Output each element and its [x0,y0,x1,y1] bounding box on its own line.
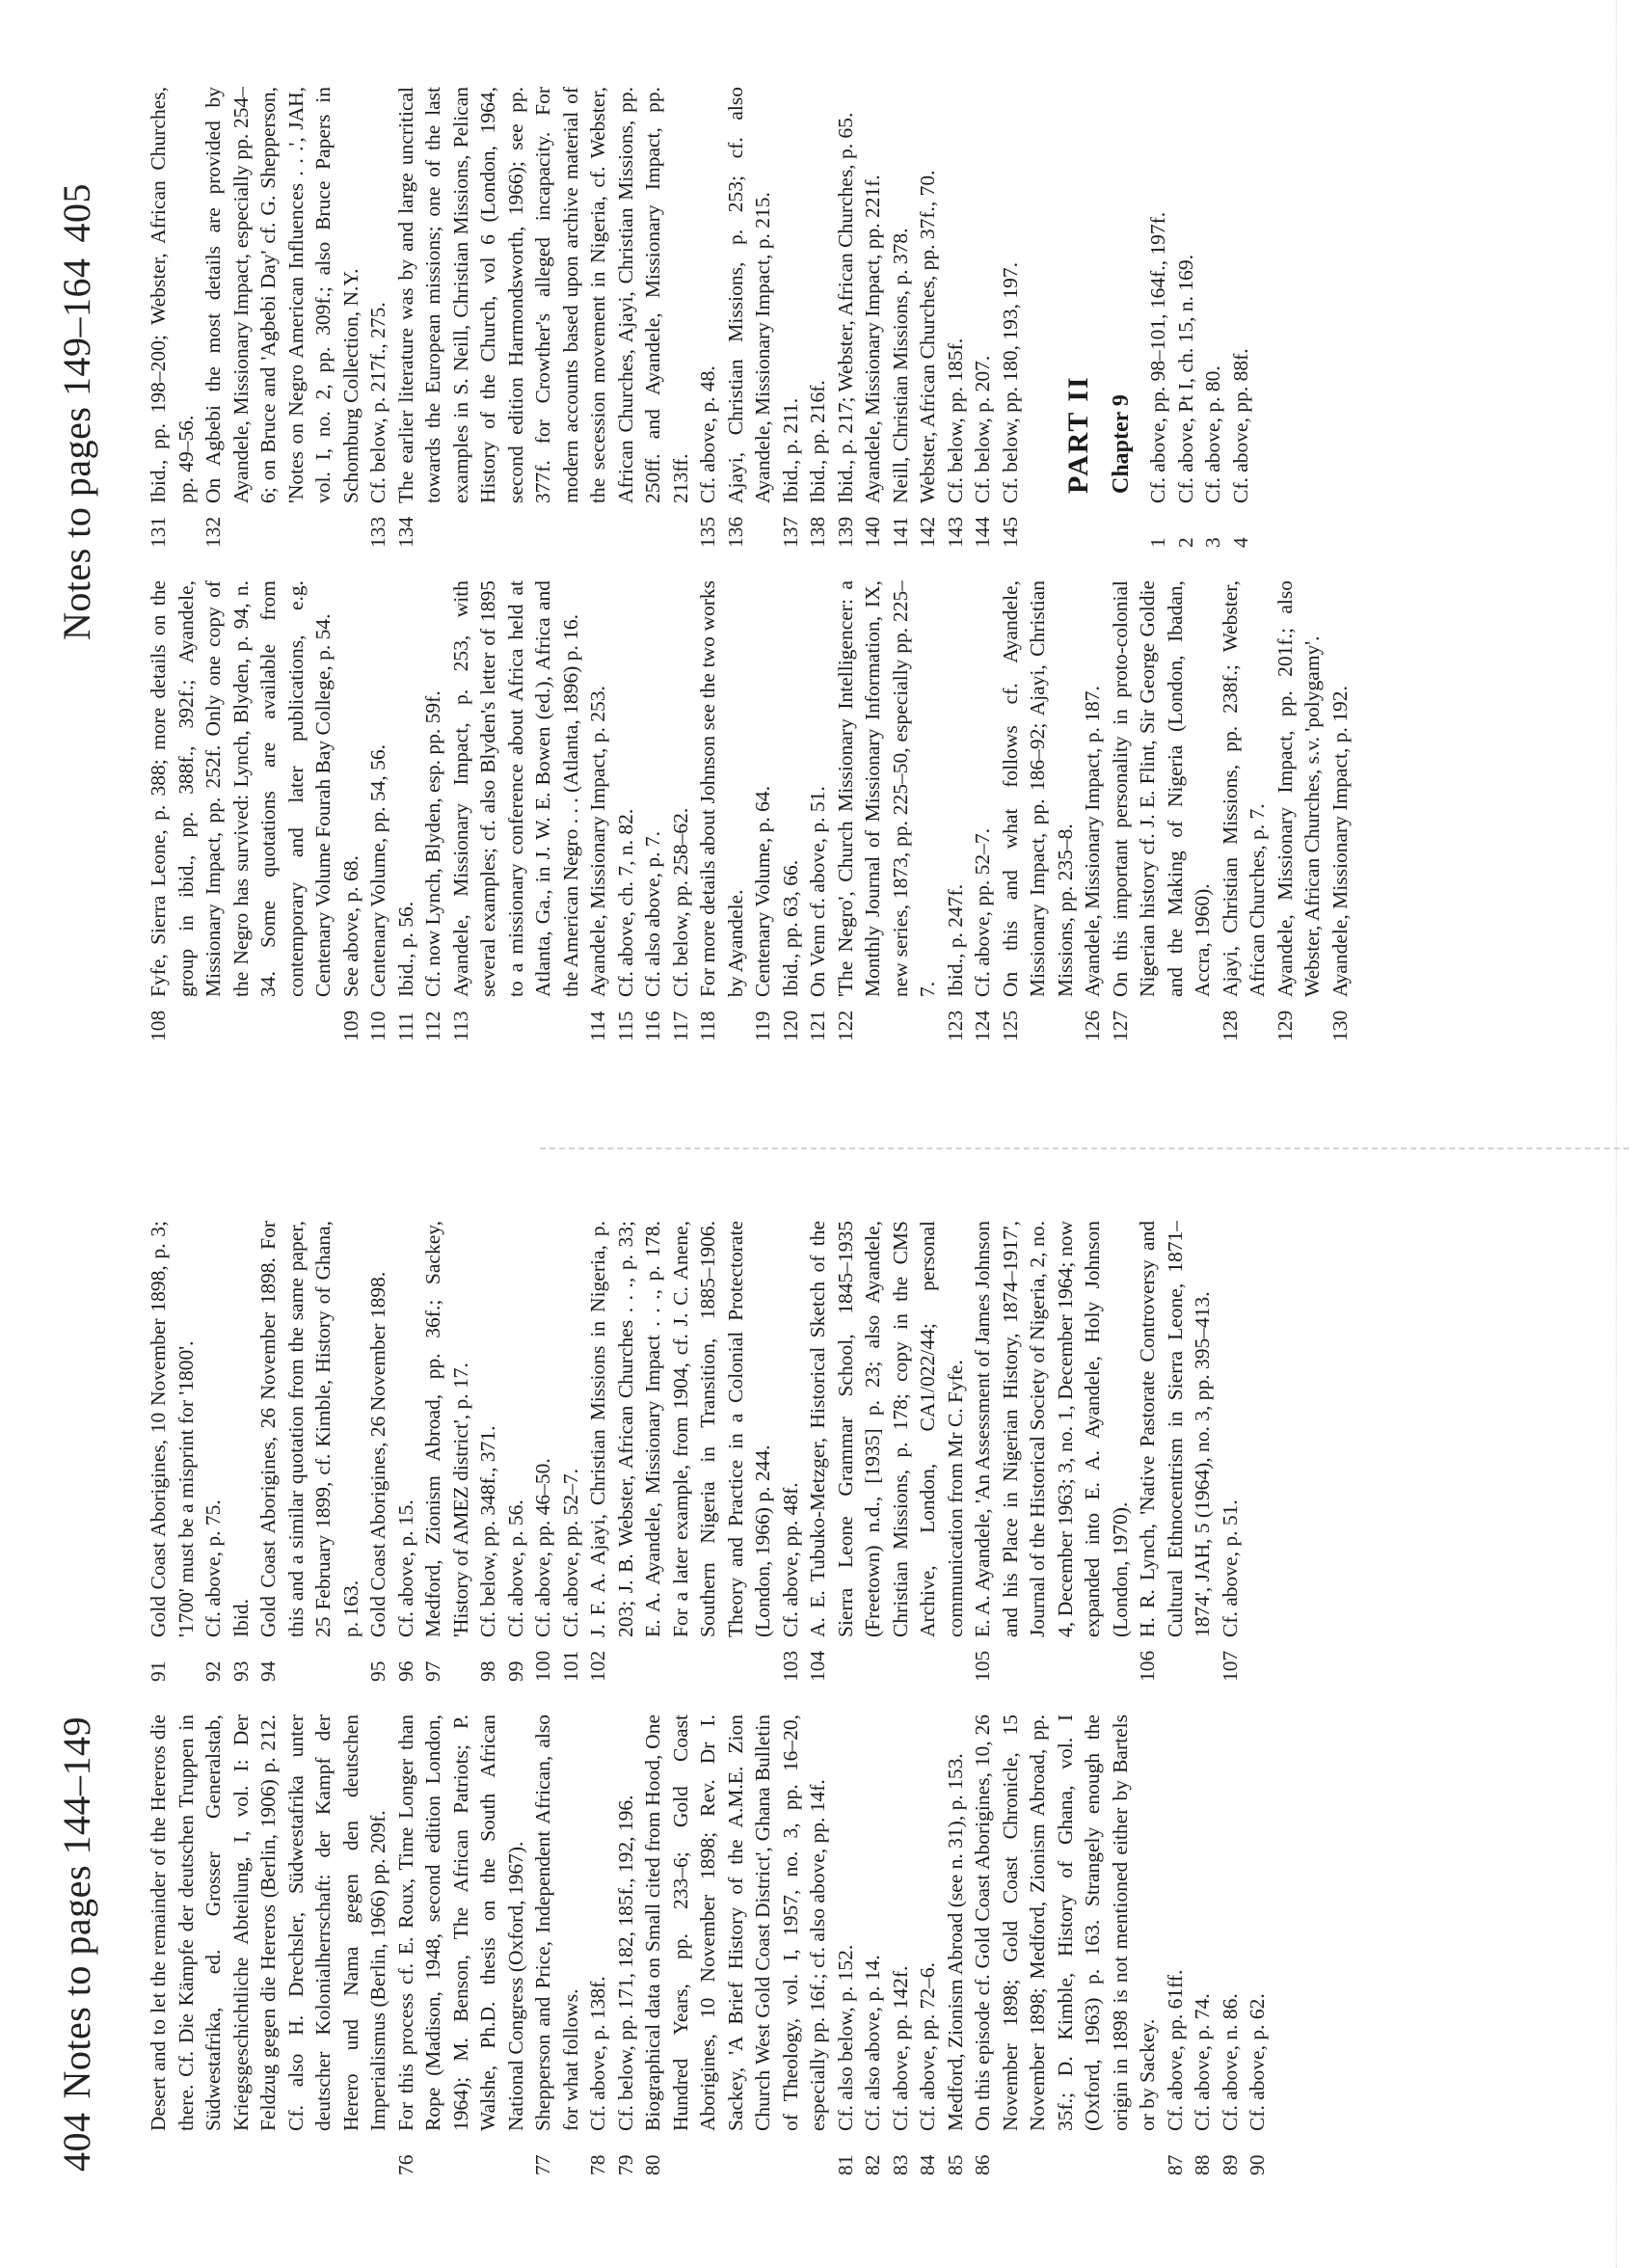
chapter-9-notes [1144,87,1254,548]
note-number: 137 [778,516,802,548]
note-text: Ibid., pp. 198–200; Webster, African Churches, pp. 49–56. [147,87,198,503]
note-item [1107,580,1217,1041]
note-item [722,87,777,548]
note-number: 145 [998,516,1022,548]
note-number: 103 [778,1650,802,1682]
note-text: Cf. above, p. 75. [201,1499,225,1637]
note-item [1272,580,1327,1041]
note-number: 90 [1246,2154,1269,2175]
note-item [337,580,365,1041]
note-number: 88 [1191,2154,1214,2175]
left-running-head-title: Notes to pages 144–149 [55,1715,98,2099]
note-item [804,1221,969,1682]
note-number: 114 [586,1011,609,1041]
note-number: 94 [256,1660,280,1682]
note-item [667,580,695,1041]
note-item [969,580,997,1041]
note-number: 124 [971,1010,994,1041]
note-text: Cf. above, p. 51. [1218,1499,1242,1637]
note-number: 85 [943,2154,967,2175]
note-item [1162,1714,1190,2175]
note-item [474,1221,502,1682]
note-text: Ajayi, Christian Missions, pp. 238f.; Webster, African Churches, p. 7. [1218,580,1269,997]
note-item [1217,1714,1245,2175]
note-text: For more details about Johnson see the two works by Ayandele. [696,580,747,997]
note-text: See above, p. 68. [338,855,362,997]
note-number: 3 [1201,537,1224,548]
note-text: Cf. above, n. 86. [1218,1993,1242,2131]
note-number: 108 [147,1010,170,1041]
note-text: H. R. Lynch, 'Native Pastorate Controversy and Cultural Ethnocentrism in Sierra Leone, 1871–1874', JAH, 5 (1964), no. 3, pp. 395–413. [1136,1221,1214,1637]
note-text: Ayandele, Missionary Impact, p. 192. [1327,686,1352,997]
note-item [1217,580,1272,1041]
note-number: 127 [1108,1010,1132,1041]
note-number: 115 [613,1011,637,1041]
note-text: Cf. above, p. 15. [393,1499,417,1637]
note-number: 76 [393,2154,417,2175]
note-text: Centenary Volume, p. 64. [751,786,774,997]
note-number: 102 [586,1650,609,1682]
note-number: 109 [338,1010,362,1041]
note-item [502,1221,530,1682]
note-number: 144 [971,516,994,548]
note-text: Ibid. [228,1598,253,1637]
note-text: Cf. also above, p. 14. [861,1955,884,2131]
note-number: 126 [1081,1010,1104,1041]
note-item [1144,87,1172,548]
note-number: 101 [558,1650,582,1682]
note-number: 87 [1163,2154,1187,2175]
note-number: 116 [641,1011,664,1041]
note-item [887,1714,915,2175]
note-item [859,1714,887,2175]
note-item [887,87,915,548]
note-item [914,1714,942,2175]
note-item [392,1714,530,2175]
note-item [584,580,612,1041]
note-text: J. F. A. Ajayi, Christian Missions in Nigeria, p. 203; J. B. Webster, African Churches . . ., p. 33; E. A. Ayandele, Missionary Impact . . ., p. 178. For a later example, from 1904, cf. J. C. Anene, Southern Nigeria in Transition, 1885–1906. Theory and Practice in a Colonial Protectorate (London, 1966) p. 244. [586,1221,774,1637]
note-item [447,580,585,1041]
note-number: 98 [476,1660,499,1682]
note-text: Ayandele, Missionary Impact, p. 253, with several examples; cf. also Blyden's letter of 1895 to a missionary conference about Africa held at Atlanta, Ga., in J. W. E. Bowen (ed.), Africa and the American Negro . . . (Atlanta, 1896) p. 16. [448,580,582,997]
note-number: 106 [1136,1650,1159,1682]
note-text: Ayandele, Missionary Impact, p. 187. [1081,686,1104,997]
note-item [145,87,200,548]
note-item [1227,87,1255,548]
note-text: Cf. above, pp. 98–101, 164f., 197f. [1146,211,1169,503]
note-text: Gold Coast Aborigines, 26 November 1898. For this and a similar quotation from the same paper, 25 February 1899, cf. Kimble, History of Ghana, p. 163. [256,1221,362,1637]
note-text: Cf. below, pp. 171, 182, 185f., 192, 196. [613,1795,637,2131]
note-text: Cf. below, pp. 180, 193, 197. [998,261,1022,503]
note-number: 121 [806,1010,829,1041]
note-text: Ayandele, Missionary Impact, pp. 201f.; also Webster, African Churches, s.v. 'polygamy'. [1273,580,1324,997]
note-item [1134,1221,1217,1682]
note-text: Centenary Volume, pp. 54, 56. [366,744,389,997]
note-text: On this and what follows cf. Ayandele, Missionary Impact, pp. 186–92; Ajayi, Christian Missions, pp. 235–8. [998,580,1077,997]
note-number: 113 [448,1011,472,1041]
note-item [364,580,392,1041]
note-text: 'The Negro', Church Missionary Intelligencer: a Monthly Journal of Missionary Information, IX, new series, 1873, pp. 225–50, especially pp. 225–7. [833,580,939,997]
note-item [392,1221,420,1682]
note-text: On Agbebi the most details are provided by Ayandele, Missionary Impact, especially pp. 254–6; on Bruce and 'Agbebi Day' cf. G. Shepperson, 'Notes on Negro American Influences . . .', JAH, vol. I, no. 2, pp. 309f.; also Bruce Papers in Schomburg Collection, N.Y. [201,87,362,503]
note-text: Ayandele, Missionary Impact, pp. 221f. [861,175,884,503]
note-number: 133 [366,516,389,548]
note-number: 82 [861,2154,884,2175]
note-item [392,580,420,1041]
note-item [228,1221,255,1682]
note-number: 92 [201,1660,225,1682]
note-text: Gold Coast Aborigines, 26 November 1898. [366,1271,389,1637]
right-running-head [54,183,99,640]
note-number: 129 [1273,1010,1297,1041]
note-text: Cf. above, p. 48. [696,365,719,503]
note-text: Gold Coast Aborigines, 10 November 1898, p. 3; '1700' must be a misprint for '1800'. [147,1221,198,1637]
note-text: Cf. above, pp. 52–7. [558,1469,582,1637]
note-number: 99 [503,1660,527,1682]
note-text: Ibid., p. 217; Webster, African Churches, p. 65. [833,112,857,503]
note-item [997,87,1025,548]
note-item [969,1221,1134,1682]
note-number: 1 [1146,537,1169,548]
note-text: Medford, Zionism Abroad (see n. 31), p. 153. [943,1753,967,2131]
note-text: Cf. below, p. 217f., 275. [366,302,389,503]
note-number: 130 [1327,1010,1352,1041]
note-number: 4 [1228,537,1252,548]
note-item [777,87,805,548]
note-text: Cf. above, p. 80. [1201,365,1224,503]
left-page [0,1134,1635,2268]
note-item [694,580,749,1041]
note-item [200,87,364,548]
note-item [1217,1221,1245,1682]
right-page-column-2 [145,87,1571,548]
note-item [639,1714,832,2175]
note-item [1199,87,1227,548]
chapter-heading: Chapter 9 [1109,394,1134,494]
note-item [200,1221,228,1682]
note-number: 84 [916,2154,939,2175]
note-item [639,580,667,1041]
note-item [392,87,695,548]
note-text: Cf. above, p. 138f. [586,1976,609,2131]
left-page-number: 404 [55,2112,98,2172]
note-text: For this process cf. E. Roux, Time Longer than Rope (Madison, 1948, second edition London, 1964); M. Benson, The African Patriots; P. Walshe, Ph.D. thesis on the South African National Congress (Oxford, 1967). [393,1714,527,2131]
note-text: On Venn cf. above, p. 51. [806,786,829,997]
note-number: 120 [778,1010,802,1041]
note-item [529,1714,584,2175]
note-text: Cf. below, p. 207. [971,355,994,503]
left-running-head [54,1716,99,2172]
note-text: Cf. above, Pt I, ch. 15, n. 169. [1173,255,1197,503]
note-number: 119 [751,1011,774,1041]
note-text: Cf. below, pp. 258–62. [668,807,692,997]
note-text: Cf. below, pp. 348f., 371. [476,1425,499,1637]
note-number: 131 [147,516,170,548]
note-text: Ibid., pp. 63, 66. [778,859,802,997]
note-number: 100 [531,1650,554,1682]
note-number: 135 [696,516,719,548]
note-item [364,1221,392,1682]
note-item [694,87,722,548]
note-number: 91 [147,1660,170,1682]
note-text: Cf. also below, p. 152. [833,1944,857,2131]
note-number: 143 [943,516,967,548]
note-number: 96 [393,1660,417,1682]
note-number: 132 [201,516,225,548]
note-text: Ibid., p. 211. [778,397,802,503]
note-text: Desert and to let the remainder of the Hereros die there. Cf. Die Kämpfe der deutschen Truppen in Südwestafrika, ed. Grosser Generalstab, Kriegsgeschichtliche Abteilung, I, vol. I: Der Feldzug gegen die Hereros (Berlin, 1906) p. 212. Cf. also H. Drechsler, Südwestafrika unter deutscher Kolonialherrschaft: der Kampf der Herero und Nama gegen den deutschen Imperialismus (Berlin, 1966) pp. 209f. [147,1714,389,2131]
note-number: 97 [421,1660,444,1682]
note-text: On this episode cf. Gold Coast Aborigines, 10, 26 November 1898; Gold Coast Chronicle, 15 November 1898; Medford, Zionism Abroad, pp. 35f.; D. Kimble, History of Ghana, vol. I (Oxford, 1963) p. 163. Strangely enough the origin in 1898 is not mentioned either by Bartels or by Sackey. [971,1714,1159,2131]
right-page-number: 405 [55,183,98,243]
note-number: 2 [1173,537,1197,548]
note-text: Webster, African Churches, pp. 37f., 70. [916,170,939,503]
left-page-column-2 [145,1221,1571,1682]
note-text: Cf. above, p. 56. [503,1499,527,1637]
note-number: 104 [806,1650,829,1682]
note-item [969,87,997,548]
note-item [419,1221,474,1682]
note-item [612,580,640,1041]
note-number: 77 [531,2154,554,2175]
note-text: Ibid., p. 56. [393,901,417,997]
note-item [584,1221,777,1682]
note-number: 142 [916,516,939,548]
note-text: E. A. Ayandele, 'An Assessment of James Johnson and his Place in Nigerian History, 1874–1917', Journal of the Historical Society of Nigeria, 2, no. 4, December 1963; 3, no. 1, December 1964; now expanded into E. A. Ayandele, Holy Johnson (London, 1970). [971,1221,1132,1637]
note-item [777,580,805,1041]
note-text: Ajayi, Christian Missions, p. 253; cf. also Ayandele, Missionary Impact, p. 215. [723,87,774,503]
note-text: Neill, Christian Missions, p. 378. [888,228,912,503]
note-text: Biographical data on Small cited from Hood, One Hundred Years, pp. 233–6; Gold Coast Aborigines, 10 November 1898; Rev. Dr I. Sackey, 'A Brief History of the A.M.E. Zion Church West Gold Coast District', Ghana Bulletin of Theology, vol. I, 1957, no. 3, pp. 16–20, especially pp. 16f.; cf. also above, pp. 14f. [641,1714,829,2131]
note-item [584,1714,612,2175]
note-number: 105 [971,1650,994,1682]
note-item [942,1714,970,2175]
note-item [145,1221,200,1682]
note-number: 136 [723,516,747,548]
note-number: 81 [833,2154,857,2175]
note-item [364,87,392,548]
note-number: 139 [833,516,857,548]
note-item [1189,1714,1217,2175]
note-text: Ibid., pp. 216f. [806,380,829,503]
note-item [997,580,1080,1041]
note-text: Cf. above, pp. 52–7. [971,828,994,997]
left-page-column-1 [145,1714,1571,2175]
note-number: 80 [641,2154,664,2175]
note-item [255,1221,364,1682]
note-text: A. E. Tubuko-Metzger, Historical Sketch of the Sierra Leone Grammar School, 1845–1935 (Freetown) n.d., [1935] p. 23; also Ayandele, Christian Missions, p. 178; copy in the CMS Archive, London, CA1/022/44; personal communication from Mr C. Fyfe. [806,1221,967,1637]
note-number: 95 [366,1660,389,1682]
note-text: Cf. above, pp. 48f. [778,1482,802,1637]
note-number: 123 [943,1010,967,1041]
note-text: On this important personality in proto-colonial Nigerian history cf. J. E. Flint, Sir George Goldie and the Making of Nigeria (London, Ibadan, Accra, 1960). [1108,580,1214,997]
note-text: Ibid., p. 247f. [943,883,967,997]
note-item [969,1714,1162,2175]
note-item [859,87,887,548]
note-text: Cf. above, pp. 61ff. [1163,1969,1187,2131]
note-item [145,1714,392,2175]
note-text: Cf. above, pp. 46–50. [531,1458,554,1637]
note-item [557,1221,585,1682]
note-item [942,580,970,1041]
note-number: 78 [586,2154,609,2175]
note-number: 83 [888,2154,912,2175]
note-item [942,87,970,548]
note-item [804,580,832,1041]
note-item [419,580,447,1041]
note-number: 107 [1218,1650,1242,1682]
note-text: Cf. also above, p. 7. [641,831,664,997]
note-item [529,1221,557,1682]
note-number: 93 [228,1660,253,1682]
note-item [612,1714,640,2175]
note-item [832,1714,860,2175]
scan-edge-line [1616,0,1620,2268]
note-text: Cf. now Lynch, Blyden, esp. pp. 59f. [421,690,444,997]
note-number: 117 [668,1011,692,1041]
note-item [832,87,860,548]
note-item [1327,580,1354,1041]
part-heading: PART II [1062,375,1094,494]
note-number: 79 [613,2154,637,2175]
right-column-2-notes [145,87,1024,548]
note-number: 112 [421,1011,444,1041]
note-item [832,580,942,1041]
note-item [914,87,942,548]
note-number: 140 [861,516,884,548]
note-item [1172,87,1200,548]
note-text: Cf. above, ch. 7, n. 82. [613,808,637,997]
note-item [749,580,777,1041]
note-item [1244,1714,1272,2175]
note-number: 122 [833,1010,857,1041]
note-text: Cf. above, pp. 72–6. [916,1962,939,2131]
note-number: 128 [1218,1010,1242,1041]
note-item [804,87,832,548]
note-number: 86 [971,2154,994,2175]
right-page-column-1 [145,580,1571,1041]
note-number: 111 [393,1012,417,1041]
note-text: Fyfe, Sierra Leone, p. 388; more details on the group in ibid., pp. 388f., 392f.; Ayandele, Missionary Impact, pp. 252f. Only one copy of the Negro has survived: Lynch, Blyden, p. 94, n. 34. Some quotations are available from contemporary and later publications, e.g. Centenary Volume Fourah Bay College, p. 54. [147,580,335,997]
note-number: 134 [393,516,417,548]
note-text: Cf. above, pp. 142f. [888,1965,912,2131]
note-item [145,580,337,1041]
note-text: Cf. above, p. 62. [1246,1993,1269,2131]
note-number: 118 [696,1011,719,1041]
note-text: Cf. below, pp. 185f. [943,338,967,503]
note-item [777,1221,805,1682]
note-text: Cf. above, p. 74. [1191,1993,1214,2131]
note-number: 138 [806,516,829,548]
note-item [1079,580,1107,1041]
note-text: Cf. above, pp. 88f. [1228,348,1252,503]
note-number: 141 [888,516,912,548]
note-number: 125 [998,1010,1022,1041]
note-text: Shepperson and Price, Independent African, also for what follows. [531,1714,582,2131]
note-number: 89 [1218,2154,1242,2175]
note-number: 110 [366,1011,389,1041]
right-running-head-title: Notes to pages 149–164 [55,257,98,641]
note-text: The earlier literature was by and large uncritical towards the European missions; one of the last examples in S. Neill, Christian Missions, Pelican History of the Church, vol 6 (London, 1964, second edition Harmondsworth, 1966); see pp. 377f. for Crowther's alleged incapacity. For modern accounts based upon archive material of the secession movement in Nigeria, cf. Webster, African Churches, Ajayi, Christian Missions, pp. 250ff. and Ayandele, Missionary Impact, pp. 213ff. [393,87,692,503]
note-text: Medford, Zionism Abroad, pp. 36f.; Sackey, 'History of AMEZ district', p. 17. [421,1221,472,1637]
note-text: Ayandele, Missionary Impact, p. 253. [586,686,609,997]
